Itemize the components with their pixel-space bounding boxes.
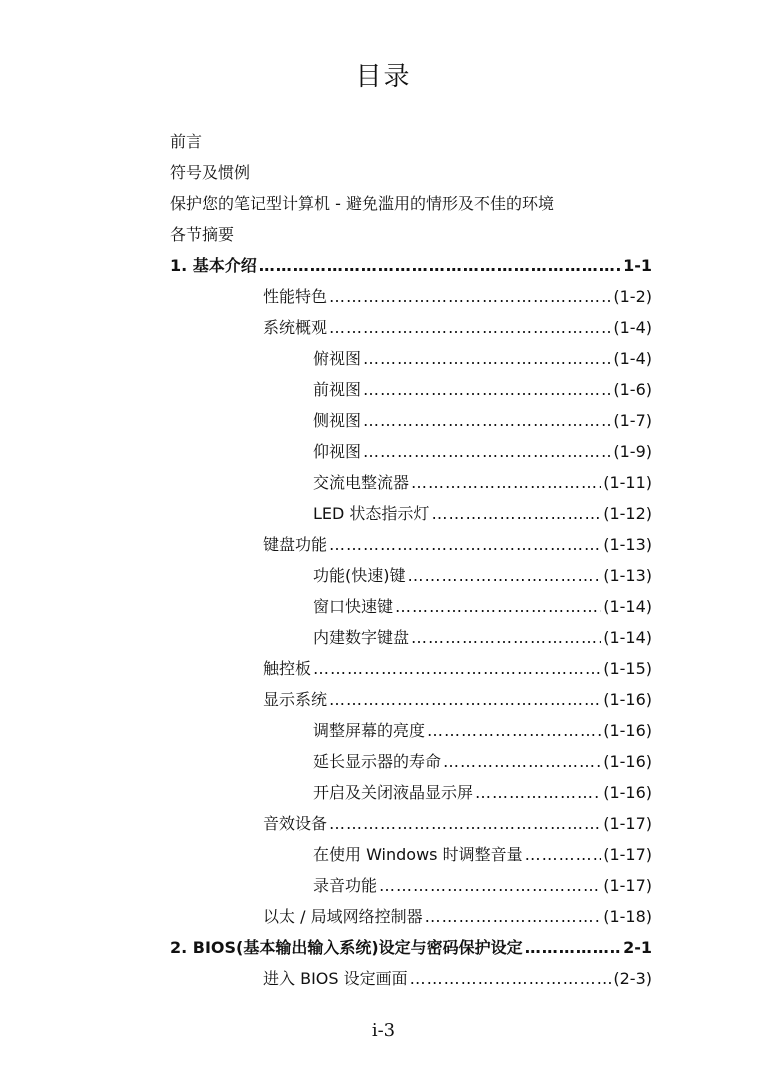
dot-leader: [410, 969, 612, 989]
toc-entry-page: (1-12): [603, 504, 652, 523]
toc-entry-page: (1-9): [613, 442, 652, 461]
toc-entry-page: (1-18): [603, 907, 652, 926]
toc-entry[interactable]: [313, 504, 652, 524]
dot-leader: [408, 566, 602, 586]
toc-entry[interactable]: [313, 473, 652, 493]
toc-entry[interactable]: [263, 690, 652, 710]
toc-entry-label: 触控板: [263, 659, 312, 678]
intro-item[interactable]: 各节摘要: [170, 225, 235, 244]
dot-leader: [425, 907, 602, 927]
toc-entry[interactable]: [263, 535, 652, 555]
dot-leader: [427, 721, 601, 741]
dot-leader: [329, 535, 601, 555]
intro-item[interactable]: 符号及惯例: [170, 163, 251, 182]
toc-entry-label: 调整屏幕的亮度: [313, 721, 426, 740]
toc-entry[interactable]: [263, 969, 652, 989]
intro-item[interactable]: 前言: [170, 132, 203, 151]
dot-leader: [329, 318, 611, 338]
toc-entry-page: (1-14): [603, 628, 652, 647]
toc-entry-label: 进入 BIOS 设定画面: [263, 969, 408, 988]
toc-entry-label: 俯视图: [313, 349, 362, 368]
toc-entry-page: (1-13): [603, 535, 652, 554]
toc-entry-page: 1-1: [623, 256, 652, 275]
dot-leader: [525, 845, 602, 865]
toc-entry[interactable]: [313, 349, 652, 369]
toc-entry-page: 2-1: [623, 938, 652, 957]
dot-leader: [329, 814, 601, 834]
dot-leader: [525, 938, 621, 958]
dot-leader: [431, 504, 601, 524]
toc-entry[interactable]: [313, 411, 652, 431]
toc-entry-label: 交流电整流器: [313, 473, 410, 492]
toc-entry-page: (2-3): [613, 969, 652, 988]
toc-entry-page: (1-14): [603, 597, 652, 616]
dot-leader: [411, 473, 601, 493]
toc-entry[interactable]: [263, 287, 652, 307]
toc-entry[interactable]: [313, 783, 652, 803]
toc-entry-label: 窗口快速键: [313, 597, 394, 616]
toc-entry-label: 仰视图: [313, 442, 362, 461]
toc-entry-page: (1-4): [613, 318, 652, 337]
toc-entry-page: (1-16): [603, 721, 652, 740]
toc-entry-page: (1-16): [603, 752, 652, 771]
toc-entry-page: (1-2): [613, 287, 652, 306]
toc-entry-page: (1-4): [613, 349, 652, 368]
toc-entry[interactable]: [170, 256, 652, 276]
dot-leader: [363, 411, 611, 431]
dot-leader: [363, 380, 611, 400]
toc-entry[interactable]: [263, 659, 652, 679]
dot-leader: [363, 442, 611, 462]
toc-entry-label: 开启及关闭液晶显示屏: [313, 783, 474, 802]
toc-entry-label: 系统概观: [263, 318, 328, 337]
toc-entry-label: LED 状态指示灯: [313, 504, 430, 523]
dot-leader: [329, 287, 611, 307]
toc-entry[interactable]: [313, 380, 652, 400]
toc-entry[interactable]: [313, 597, 652, 617]
toc-entry-label: 1. 基本介绍: [170, 256, 257, 275]
toc-entry-label: 延长显示器的寿命: [313, 752, 442, 771]
toc-entry-label: 功能(快速)键: [313, 566, 406, 585]
toc-entry-page: (1-6): [613, 380, 652, 399]
toc-entry[interactable]: [263, 907, 652, 927]
toc-entry-label: 音效设备: [263, 814, 328, 833]
dot-leader: [259, 256, 621, 276]
toc-entry[interactable]: [313, 628, 652, 648]
toc-entry-page: (1-15): [603, 659, 652, 678]
dot-leader: [411, 628, 601, 648]
toc-entry[interactable]: [313, 845, 652, 865]
toc-entry[interactable]: [313, 752, 652, 772]
toc-entry-label: 显示系统: [263, 690, 328, 709]
toc-entry-page: (1-17): [603, 876, 652, 895]
toc-entry[interactable]: [263, 814, 652, 834]
page-title: 目录: [355, 62, 412, 92]
toc-entry-label: 在使用 Windows 时调整音量: [313, 845, 523, 864]
toc-entry-label: 内建数字键盘: [313, 628, 410, 647]
intro-item[interactable]: 保护您的笔记型计算机 - 避免滥用的情形及不佳的环境: [170, 194, 554, 213]
toc-entry-label: 侧视图: [313, 411, 362, 430]
toc-entry-page: (1-13): [603, 566, 652, 585]
toc-entry-label: 录音功能: [313, 876, 378, 895]
toc-entry[interactable]: [313, 566, 652, 586]
dot-leader: [395, 597, 601, 617]
toc-entry-label: 2. BIOS(基本输出输入系统)设定与密码保护设定: [170, 938, 523, 957]
dot-leader: [363, 349, 611, 369]
toc-entry-page: (1-17): [603, 845, 652, 864]
toc-entry-label: 键盘功能: [263, 535, 328, 554]
toc-entry-label: 前视图: [313, 380, 362, 399]
dot-leader: [443, 752, 601, 772]
dot-leader: [329, 690, 601, 710]
toc-entry[interactable]: [313, 721, 652, 741]
dot-leader: [313, 659, 601, 679]
toc-entry-label: 性能特色: [263, 287, 328, 306]
toc-entry-label: 以太 / 局域网络控制器: [263, 907, 423, 926]
toc-entry-page: (1-16): [603, 690, 652, 709]
toc-entry[interactable]: [263, 318, 652, 338]
toc-entry[interactable]: [313, 442, 652, 462]
toc-entry-page: (1-16): [603, 783, 652, 802]
toc-entry-page: (1-17): [603, 814, 652, 833]
toc-entry-page: (1-7): [613, 411, 652, 430]
toc-entry[interactable]: [170, 938, 652, 958]
page-number: i-3: [371, 1020, 396, 1041]
toc-entry[interactable]: [313, 876, 652, 896]
toc-entry-page: (1-11): [603, 473, 652, 492]
dot-leader: [379, 876, 601, 896]
dot-leader: [475, 783, 601, 803]
